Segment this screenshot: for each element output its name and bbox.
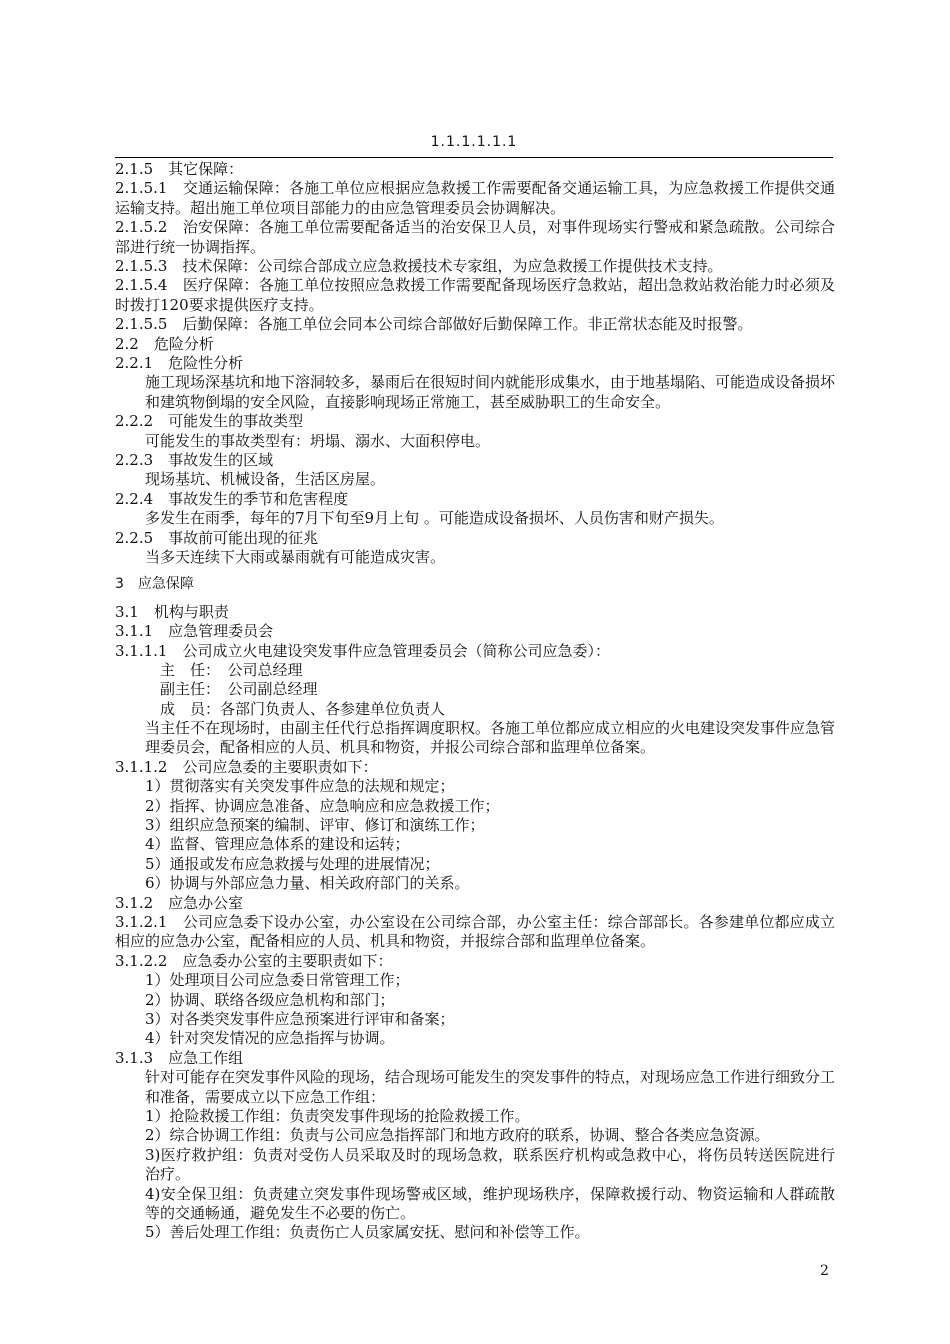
text-line: 2.1.5.3 技术保障：公司综合部成立应急救援技术专家组，为应急救援工作提供技术支持。 [115,257,723,276]
text-line: 2.1.5.4 医疗保障：各施工单位按照应急救援工作需要配备现场医疗急救站，超出急救站救治能力时必须及时拨打120要求提供医疗支持。 [115,276,835,314]
text-line: 4）监督、管理应急体系的建设和运转； [145,835,410,854]
text-line: 当多天连续下大雨或暴雨就有可能造成灾害。 [145,547,446,566]
text-line: 3.1 机构与职责 [115,602,229,621]
text-line: 3.1.2.2 应急委办公室的主要职责如下： [115,951,393,970]
text-line: 1）处理项目公司应急委日常管理工作； [145,971,410,990]
text-line: 4）针对突发情况的应急指挥与协调。 [145,1029,395,1048]
text-line: 针对可能存在突发事件风险的现场，结合现场可能发生的突发事件的特点，对现场应急工作进行细致分工和准备，需要成立以下应急工作组： [145,1068,836,1106]
text-line: 5）善后处理工作组：负责伤亡人员家属安抚、慰问和补偿等工作。 [145,1223,590,1242]
text-line: 3）对各类突发事件应急预案进行评审和备案； [145,1009,455,1028]
text-line: 主 任： 公司总经理 [160,660,303,679]
text-line: 2.2.5 事故前可能出现的征兆 [115,528,319,547]
text-line: 6）协调与外部应急力量、相关政府部门的关系。 [145,874,470,893]
text-line: 施工现场深基坑和地下溶洞较多，暴雨后在很短时间内就能形成集水，由于地基塌陷、可能造成设备损坏和建筑物倒塌的安全风险，直接影响现场正常施工，甚至威胁职工的生命安全。 [145,373,836,411]
text-line: 2.1.5.1 交通运输保障：各施工单位应根据应急救援工作需要配备交通运输工具，为应急救援工作提供交通运输支持。超出施工单位项目部能力的由应急管理委员会协调解决。 [115,179,835,217]
text-line: 可能发生的事故类型有：坍塌、溺水、大面积停电。 [145,431,491,450]
page-header: 1.1.1.1.1.1 [430,134,518,150]
text-line: 1）抢险救援工作组：负责突发事件现场的抢险救援工作。 [145,1106,530,1125]
text-line: 2）协调、联络各级应急机构和部门； [145,990,395,1009]
text-line: 5）通报或发布应急救援与处理的进展情况； [145,854,440,873]
text-line: 3.1.1.2 公司应急委的主要职责如下： [115,757,378,776]
text-line: 成 员：各部门负责人、各参建单位负责人 [160,699,446,718]
text-line: 3.1.1.1 公司成立火电建设突发事件应急管理委员会（简称公司应急委）： [115,641,610,660]
text-line: 当主任不在现场时，由副主任代行总指挥调度职权。各施工单位都应成立相应的火电建设突发事件应急管理委员会，配备相应的人员、机具和物资，并报公司综合部和监理单位备案。 [145,719,836,757]
section-heading: 3 应急保障 [115,576,194,593]
text-line: 2.2.1 危险性分析 [115,354,244,372]
text-line: 多发生在雨季，每年的7月下旬至9月上旬 。可能造成设备损坏、人员伤害和财产损失。 [145,509,724,528]
text-line: 2.1.5.2 治安保障：各施工单位需要配备适当的治安保卫人员，对事件现场实行警戒和紧急疏散。公司综合部进行统一协调指挥。 [115,218,835,256]
text-line: 2.2.4 事故发生的季节和危害程度 [115,489,349,508]
text-line: 副主任： 公司副总经理 [160,680,318,699]
text-line: 1）贯彻落实有关突发事件应急的法规和规定； [145,777,455,796]
text-line: 2.2.2 可能发生的事故类型 [115,412,304,431]
text-line: 3)医疗救护组：负责对受伤人员采取及时的现场急救，联系医疗机构或急救中心，将伤员转送医院进行治疗。 [145,1145,835,1184]
text-line: 3）组织应急预案的编制、评审、修订和演练工作； [145,816,485,835]
text-line: 2.1.5 其它保障： [115,160,244,178]
text-line: 2.2 危险分析 [115,334,214,353]
text-line: 3.1.2.1 公司应急委下设办公室，办公室设在公司综合部，办公室主任：综合部部长。各参建单位都应成立相应的应急办公室，配备相应的人员、机具和物资，并报综合部和监理单位备案。 [115,913,835,951]
text-line: 2.1.5.5 后勤保障：各施工单位会同本公司综合部做好后勤保障工作。非正常状态能及时报警。 [115,315,753,334]
text-line: 3.1.1 应急管理委员会 [115,622,274,641]
text-line: 3.1.3 应急工作组 [115,1048,244,1067]
document-body [115,160,835,1243]
text-line: 2）综合协调工作组：负责与公司应急指挥部门和地方政府的联系，协调、整合各类应急资源。 [145,1126,770,1145]
page-number: 2 [820,1263,829,1279]
text-line: 2.2.3 事故发生的区域 [115,450,274,469]
text-line: 现场基坑、机械设备，生活区房屋。 [145,470,386,489]
text-line: 4)安全保卫组：负责建立突发事件现场警戒区域，维护现场秩序，保障救援行动、物资运输和人群疏散等的交通畅通，避免发生不必要的伤亡。 [145,1184,835,1222]
header-rule [115,157,833,158]
text-line: 2）指挥、协调应急准备、应急响应和应急救援工作； [145,796,500,815]
text-line: 3.1.2 应急办公室 [115,893,244,912]
